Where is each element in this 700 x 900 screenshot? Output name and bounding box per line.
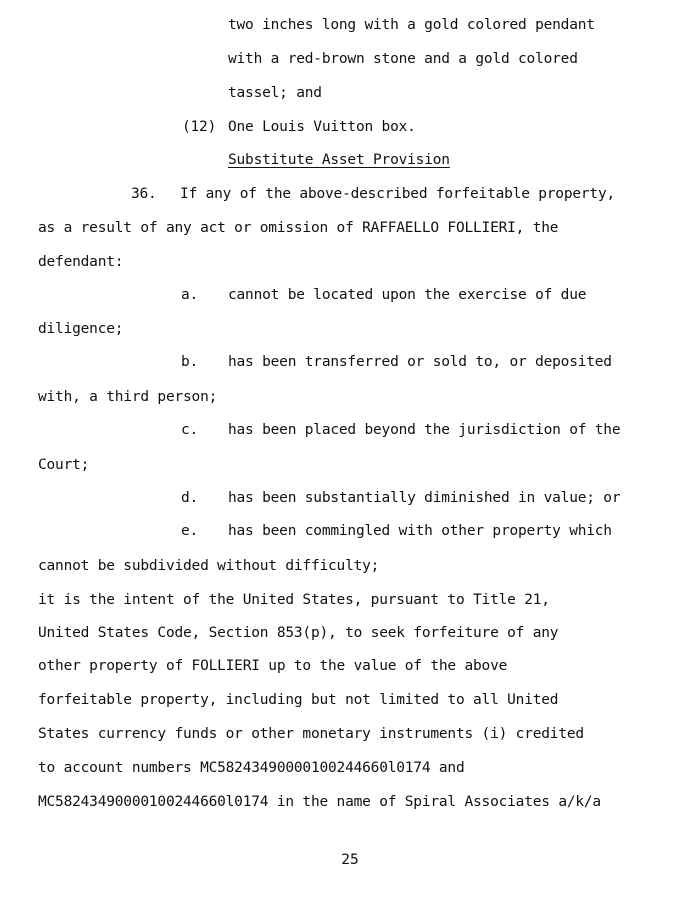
page-number: 25	[341, 852, 359, 868]
text-line: it is the intent of the United States, pursuant to Title 21,	[38, 592, 550, 608]
item-letter: b.	[181, 354, 199, 370]
text-line: One Louis Vuitton box.	[228, 119, 416, 135]
text-line: Court;	[38, 457, 90, 473]
text-line: has been placed beyond the jurisdiction of the	[228, 422, 621, 438]
item-number: (12)	[182, 119, 217, 135]
text-line: has been transferred or sold to, or deposited	[228, 354, 612, 370]
text-line: with, a third person;	[38, 389, 218, 405]
text-line: with a red-brown stone and a gold colored	[228, 51, 578, 67]
item-letter: a.	[181, 287, 199, 303]
text-line: forfeitable property, including but not limited to all United	[38, 692, 559, 708]
text-line: cannot be subdivided without difficulty;	[38, 558, 380, 574]
text-line: If any of the above-described forfeitable property,	[180, 186, 616, 202]
text-line: has been commingled with other property which	[228, 523, 612, 539]
paragraph-number: 36.	[131, 186, 157, 202]
item-letter: e.	[181, 523, 199, 539]
text-line: as a result of any act or omission of RAFFAELLO FOLLIERI, the	[38, 220, 559, 236]
text-line: has been substantially diminished in value; or	[228, 490, 621, 506]
section-heading: Substitute Asset Provision	[228, 152, 450, 168]
text-line: tassel; and	[228, 85, 322, 101]
text-line: to account numbers MC58243490000100244660l0174 and	[38, 760, 465, 776]
text-line: defendant:	[38, 254, 124, 270]
text-line: two inches long with a gold colored pendant	[228, 17, 595, 33]
text-line: States currency funds or other monetary instruments (i) credited	[38, 726, 584, 742]
text-line: diligence;	[38, 321, 124, 337]
text-line: other property of FOLLIERI up to the value of the above	[38, 658, 508, 674]
text-line: cannot be located upon the exercise of due	[228, 287, 587, 303]
text-line: United States Code, Section 853(p), to seek forfeiture of any	[38, 625, 559, 641]
item-letter: d.	[181, 490, 199, 506]
item-letter: c.	[181, 422, 199, 438]
text-line: MC58243490000100244660l0174 in the name of Spiral Associates a/k/a	[38, 794, 601, 810]
